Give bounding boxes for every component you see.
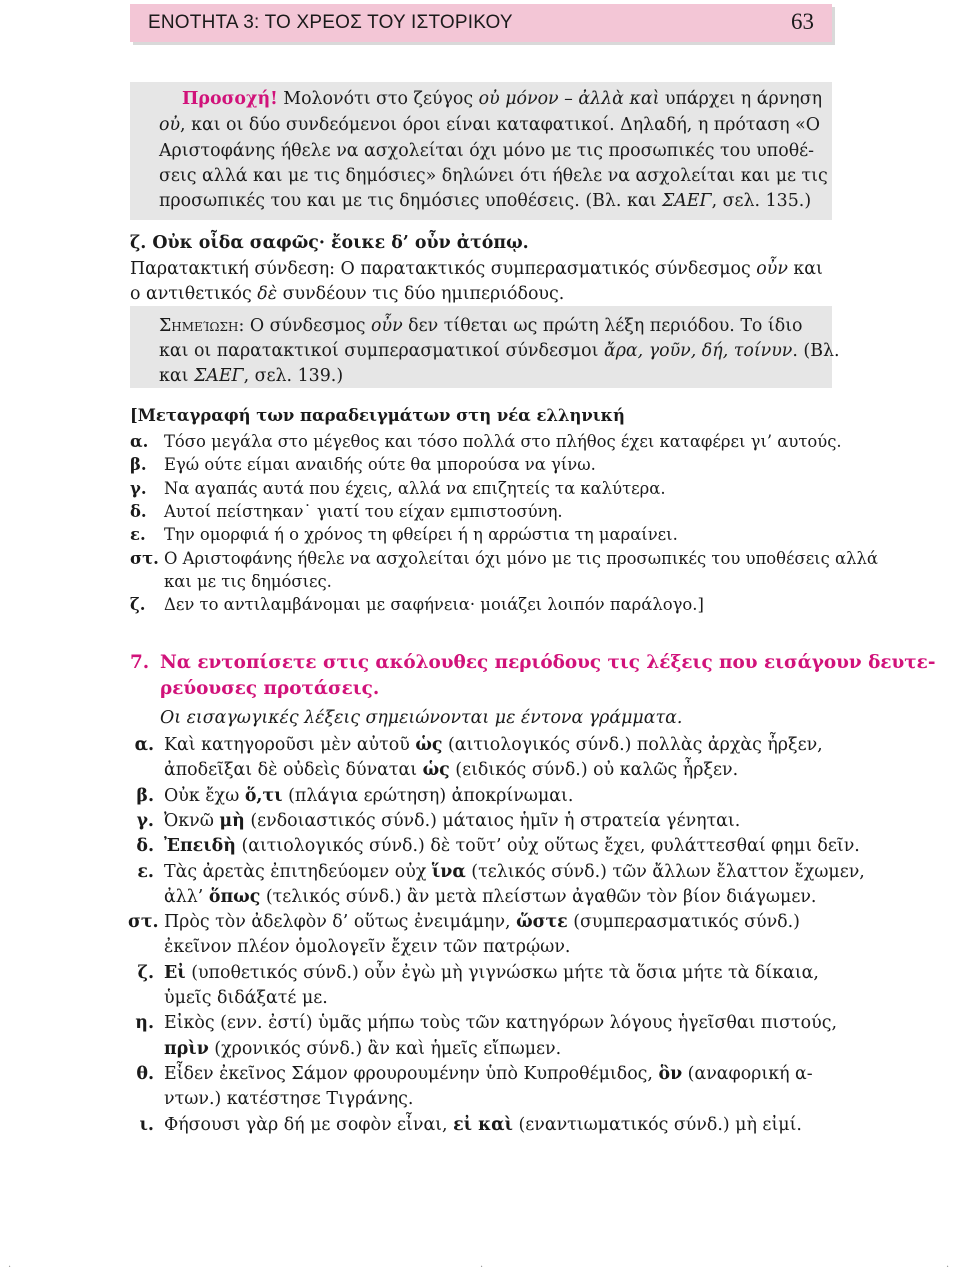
introductory-word: ὡς bbox=[415, 735, 443, 755]
remark-note-box bbox=[130, 306, 840, 388]
exercise-title-line: Να εντοπίσετε στις ακόλουθες περιόδους τις λέξεις που εισάγουν δευτε- bbox=[160, 652, 936, 673]
item-text bbox=[164, 960, 819, 986]
item-text bbox=[164, 985, 328, 1011]
text-segment: ὑμεῖς διδάξατέ με. bbox=[164, 988, 328, 1008]
text-segment: Πρὸς τὸν ἀδελφὸν δ’ οὕτως ἐνειμάμην, bbox=[164, 912, 517, 933]
item-text bbox=[164, 833, 860, 859]
item-text bbox=[164, 808, 740, 834]
item-text bbox=[164, 884, 816, 910]
item-text: Τόσο μεγάλα στο μέγεθος και τόσο πολλά στο πλήθος έχει καταφέρει γι’ αυτούς. bbox=[164, 432, 842, 451]
item-label: γ. bbox=[136, 810, 154, 831]
item-text bbox=[164, 934, 570, 960]
text-segment: Φήσουσι γὰρ δή με σοφὸν εἶναι, bbox=[164, 1114, 454, 1135]
note-line: Προσοχή! Μολονότι στο ζεύγος οὐ μόνον – ἀλλὰ καὶ υπάρχει η άρνηση bbox=[182, 89, 822, 109]
item-label: στ. bbox=[130, 548, 159, 568]
item-label: δ. bbox=[130, 501, 147, 521]
introductory-word: Εἰ bbox=[164, 962, 186, 983]
text-segment: Οὐκ ἔχω bbox=[164, 785, 245, 806]
text-segment: ἐκεῖνον πλέον ὁμολογεῖν ἔχειν τῶν πατρῴων. bbox=[164, 937, 571, 958]
transcription-heading: [Μεταγραφή των παραδειγμάτων στη νέα ελληνική bbox=[130, 406, 625, 425]
text-segment: ντων.) κατέστησε Τιγράνης. bbox=[164, 1089, 414, 1110]
text-segment: Τὰς ἀρετὰς ἐπιτηδεύομεν οὐχ bbox=[164, 861, 432, 882]
text-segment: (υποθετικός σύνδ.) οὖν ἐγὼ μὴ γιγνώσκω μήτε τὰ ὅσια μήτε τὰ δίκαια, bbox=[185, 962, 819, 983]
note-line: προσωπικές του και με τις δημόσιες υποθέσεις. (Βλ. και ΣΑΕΓ, σελ. 135.) bbox=[159, 191, 812, 211]
crop-mark: · bbox=[8, 1262, 12, 1273]
introductory-word: μὴ bbox=[219, 810, 245, 831]
text-segment: Καὶ κατηγοροῦσι μὲν αὐτοῦ bbox=[164, 735, 416, 755]
introductory-word: ὡς bbox=[422, 760, 450, 781]
item-text bbox=[164, 783, 573, 809]
item-label: γ. bbox=[130, 478, 147, 498]
item-text bbox=[164, 909, 800, 935]
item-label: β. bbox=[130, 455, 147, 475]
note-line: οὐ, και οι δύο συνδεόμενοι όροι είναι καταφατικοί. Δηλαδή, η πρόταση «Ο bbox=[159, 115, 820, 135]
text-segment: (τελικός σύνδ.) ἂν μετὰ πλείστων ἀγαθῶν τὸν βίον διάγωμεν. bbox=[260, 886, 817, 907]
zeta-text-line: Παρατακτική σύνδεση: Ο παρατακτικός συμπερασματικός σύνδεσμος οὖν και bbox=[130, 259, 823, 279]
introductory-word: ἵνα bbox=[431, 861, 466, 882]
item-label: ζ. bbox=[137, 962, 154, 983]
text-segment: ἀλλ’ bbox=[164, 886, 209, 907]
item-label: η. bbox=[135, 1013, 154, 1034]
item-text bbox=[164, 1112, 802, 1138]
text-segment: (αιτιολογικός σύνδ.) πολλὰς ἀρχὰς ἦρξεν, bbox=[442, 735, 823, 755]
text-segment: (αιτιολογικός σύνδ.) δὲ τοῦτ’ οὐχ οὕτως ἔχει, φυλάττεσθαί φημι δεῖν. bbox=[235, 836, 860, 857]
text-segment: (χρονικός σύνδ.) ἂν καὶ ἡμεῖς εἴπωμεν. bbox=[208, 1038, 562, 1059]
item-text: Την ομορφιά ή ο χρόνος τη φθείρει ή η αρρώστια τη μαραίνει. bbox=[164, 525, 678, 545]
text-segment: Ὀκνῶ bbox=[164, 810, 220, 831]
zeta-heading: ζ. Οὐκ οἶδα σαφῶς· ἔοικε δ’ οὖν ἀτόπῳ. bbox=[130, 233, 529, 253]
introductory-word: εἰ καὶ bbox=[453, 1114, 513, 1135]
text-segment: Εἶδεν ἐκεῖνος Σάμον φρουρουμένην ὑπὸ Κυπροθέμιδος, bbox=[164, 1063, 659, 1084]
text-segment: Εἰκὸς (ενν. ἐστί) ὑμᾶς μήπω τοὺς τῶν κατηγόρων λόγους ἡγεῖσθαι πιστούς, bbox=[164, 1013, 837, 1034]
item-text bbox=[164, 1036, 561, 1062]
item-text bbox=[164, 1010, 837, 1036]
note-line: Αριστοφάνης ήθελε να ασχολείται όχι μόνο με τις προσωπικές του υποθέ- bbox=[159, 141, 815, 161]
remark-label: Σημείωση bbox=[159, 316, 239, 336]
item-label: β. bbox=[136, 785, 154, 806]
text-segment: (ειδικός σύνδ.) οὐ καλῶς ἦρξεν. bbox=[449, 760, 739, 781]
introductory-word: Ἐπειδὴ bbox=[164, 836, 236, 857]
text-segment: (αναφορική α- bbox=[682, 1063, 813, 1084]
text-segment: (εναντιωματικός σύνδ.) μὴ εἰμί. bbox=[512, 1114, 802, 1135]
item-text bbox=[164, 859, 865, 885]
item-label: θ. bbox=[136, 1063, 154, 1084]
note-line: και οι παρατακτικοί συμπερασματικοί σύνδεσμοι ἄρα, γοῦν, δή, τοίνυν. (Βλ. bbox=[159, 341, 840, 361]
note-line: και ΣΑΕΓ, σελ. 139.) bbox=[159, 366, 344, 386]
attention-note-box bbox=[130, 82, 832, 220]
item-label: ι. bbox=[139, 1114, 154, 1135]
item-text: Ο Αριστοφάνης ήθελε να ασχολείται όχι μόνο με τις προσωπικές του υποθέσεις αλλά bbox=[164, 548, 878, 568]
introductory-word: ὥστε bbox=[516, 912, 568, 933]
introductory-word: ὃν bbox=[658, 1063, 683, 1084]
attention-label: Προσοχή! bbox=[182, 89, 278, 109]
crop-mark: · bbox=[946, 1262, 950, 1273]
note-line: σεις αλλά και με τις δημόσιες» δηλώνει ότι ήθελε να ασχολείται και με τις bbox=[159, 166, 828, 186]
zeta-text-line: ο αντιθετικός δὲ συνδέουν τις δύο ημιπεριόδους. bbox=[130, 284, 565, 304]
page-number: 63 bbox=[791, 9, 814, 34]
item-text bbox=[164, 1086, 413, 1112]
item-text bbox=[164, 732, 823, 758]
text-segment: (πλάγια ερώτηση) ἀποκρίνωμαι. bbox=[282, 785, 574, 806]
introductory-word: ὅπως bbox=[208, 886, 261, 907]
introductory-word: ὅ,τι bbox=[244, 785, 283, 806]
item-label: ε. bbox=[137, 861, 154, 882]
note-line: Σημείωση: Ο σύνδεσμος οὖν δεν τίθεται ως πρώτη λέξη περιόδου. Το ίδιο bbox=[159, 316, 803, 336]
item-label: δ. bbox=[136, 836, 154, 857]
crop-mark: · bbox=[480, 1262, 484, 1273]
item-label: α. bbox=[130, 432, 149, 451]
item-label: στ. bbox=[128, 912, 159, 933]
section-title: ΕΝΟΤΗΤΑ 3: ΤΟ ΧΡΕΟΣ ΤΟΥ ΙΣΤΟΡΙΚΟΥ bbox=[148, 12, 513, 33]
text-segment: (ενδοιαστικός σύνδ.) μάταιος ἡμῖν ἡ στρατεία γένηται. bbox=[244, 810, 741, 831]
item-text: Εγώ ούτε είμαι αναιδής ούτε θα μπορούσα να γίνω. bbox=[164, 455, 596, 475]
exercise-number: 7. bbox=[130, 652, 150, 673]
item-label: α. bbox=[134, 735, 154, 755]
item-text: Να αγαπάς αυτά που έχεις, αλλά να επιζητείς τα καλύτερα. bbox=[164, 478, 666, 498]
text-segment: ἀποδεῖξαι δὲ οὐδεὶς δύναται bbox=[164, 760, 423, 781]
text-segment: (τελικός σύνδ.) τῶν ἄλλων ἔλαττον ἔχωμεν, bbox=[465, 861, 865, 882]
item-text bbox=[164, 1061, 813, 1087]
item-label: ε. bbox=[130, 525, 146, 545]
running-header bbox=[130, 4, 832, 42]
text-segment: (συμπερασματικός σύνδ.) bbox=[567, 912, 800, 933]
introductory-word: πρὶν bbox=[164, 1038, 209, 1059]
item-text: και με τις δημόσιες. bbox=[164, 571, 332, 591]
item-text: Αυτοί πείστηκαν˙ γιατί του είχαν εμπιστοσύνη. bbox=[164, 501, 563, 521]
exercise-instruction: Οι εισαγωγικές λέξεις σημειώνονται με έντονα γράμματα. bbox=[160, 708, 683, 728]
item-label: ζ. bbox=[130, 595, 146, 615]
item-text: Δεν το αντιλαμβάνομαι με σαφήνεια· μοιάζει λοιπόν παράλογο.] bbox=[164, 595, 704, 615]
exercise-title-line: ρεύουσες προτάσεις. bbox=[160, 678, 380, 699]
item-text bbox=[164, 757, 738, 783]
